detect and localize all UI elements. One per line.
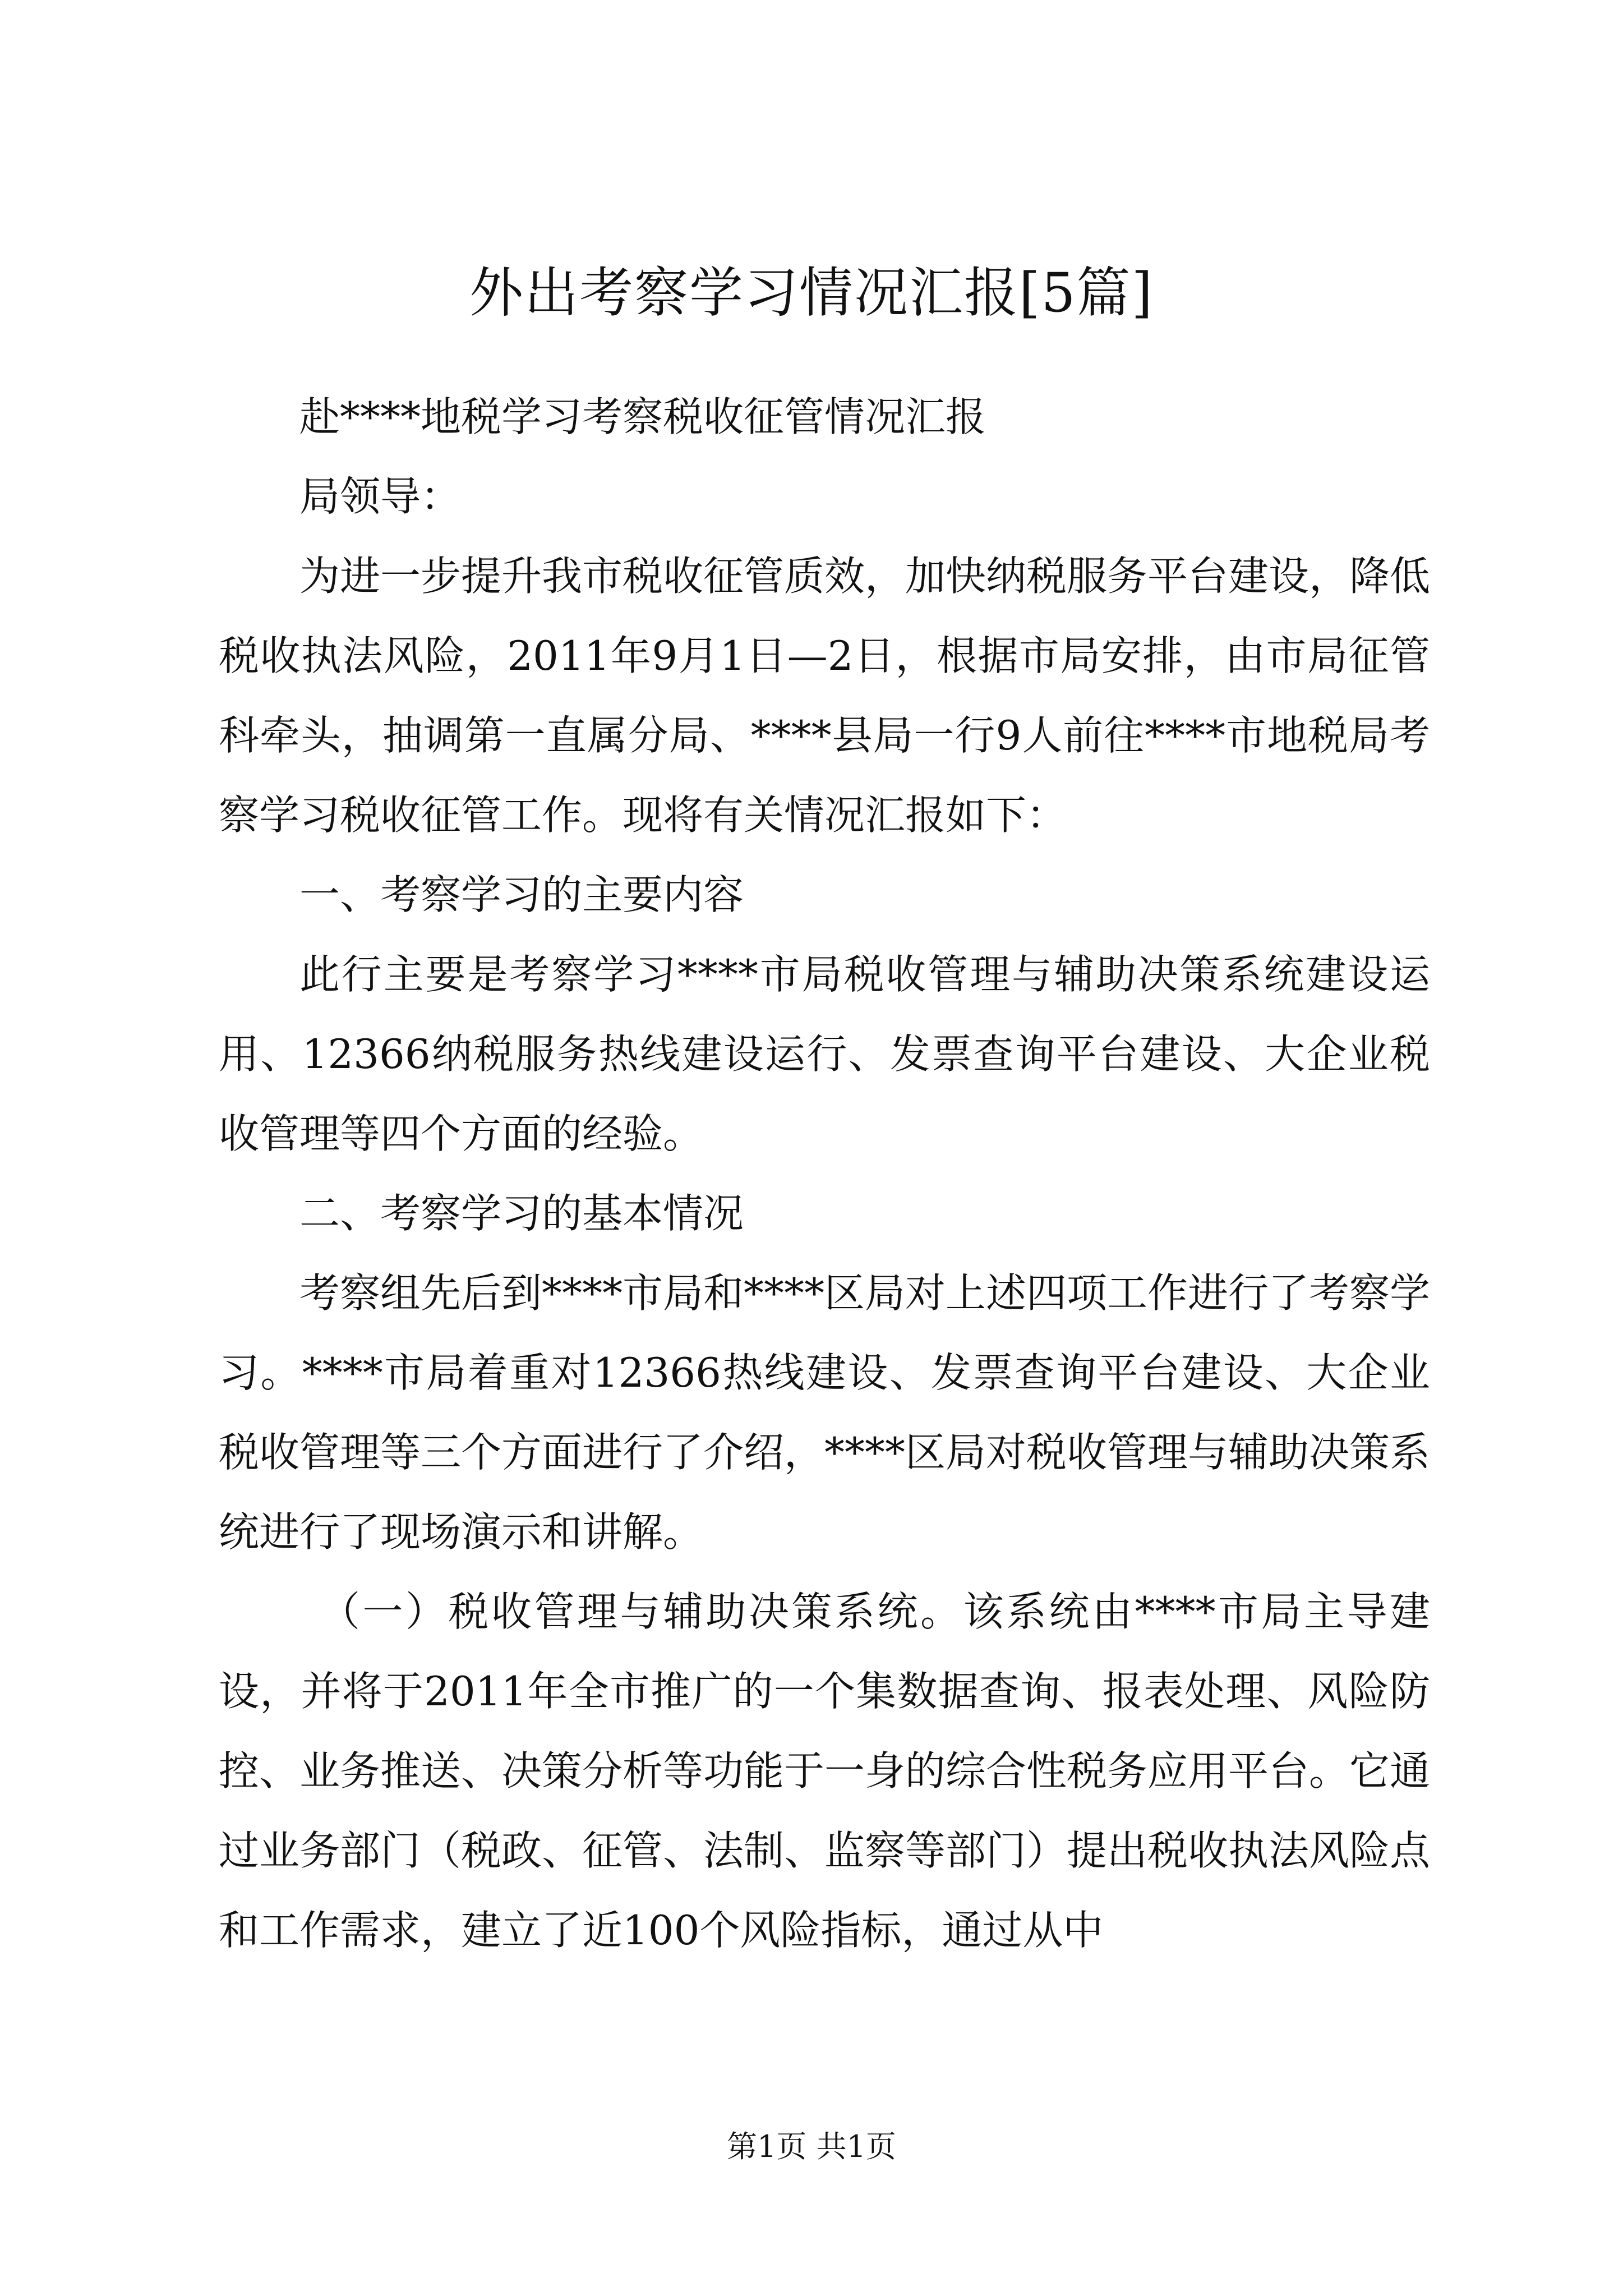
paragraph-content: 此行主要是考察学习****市局税收管理与辅助决策系统建设运用、12366纳税服务热线建设运行、发票查询平台建设、大企业税收管理等四个方面的经验。: [219, 951, 1430, 1157]
paragraph-basic-situation: 考察组先后到****市局和****区局对上述四项工作进行了考察学习。****市局着重对12366热线建设、发票查询平台建设、大企业税收管理等三个方面进行了介绍，****区局对税收管理与辅助决策系统进行了现场演示和讲解。: [219, 1269, 1431, 1556]
document-body: [219, 377, 1430, 1970]
section-heading-2: 二、考察学习的基本情况: [299, 1190, 744, 1237]
report-heading: 赴****地税学习考察税收征管情况汇报: [299, 393, 986, 440]
section-heading-1: 一、考察学习的主要内容: [299, 871, 744, 918]
paragraph-intro: 为进一步提升我市税收征管质效，加快纳税服务平台建设，降低税收执法风险，2011年9月1日—2日，根据市局安排，由市局征管科牵头，抽调第一直属分局、****县局一行9人前往****市地税局考察学习税收征管工作。现将有关情况汇报如下：: [219, 553, 1431, 839]
paragraph-system: （一）税收管理与辅助决策系统。该系统由****市局主导建设，并将于2011年全市推广的一个集数据查询、报表处理、风险防控、业务推送、决策分析等功能于一身的综合性税务应用平台。它通过业务部门（税政、征管、法制、监察等部门）提出税收执法风险点和工作需求，建立了近100个风险指标，通过从中: [219, 1588, 1431, 1954]
salutation: 局领导：: [299, 473, 462, 520]
page-footer: 第1页 共1页: [727, 2129, 896, 2164]
document-title: 外出考察学习情况汇报[5篇]: [469, 261, 1154, 324]
